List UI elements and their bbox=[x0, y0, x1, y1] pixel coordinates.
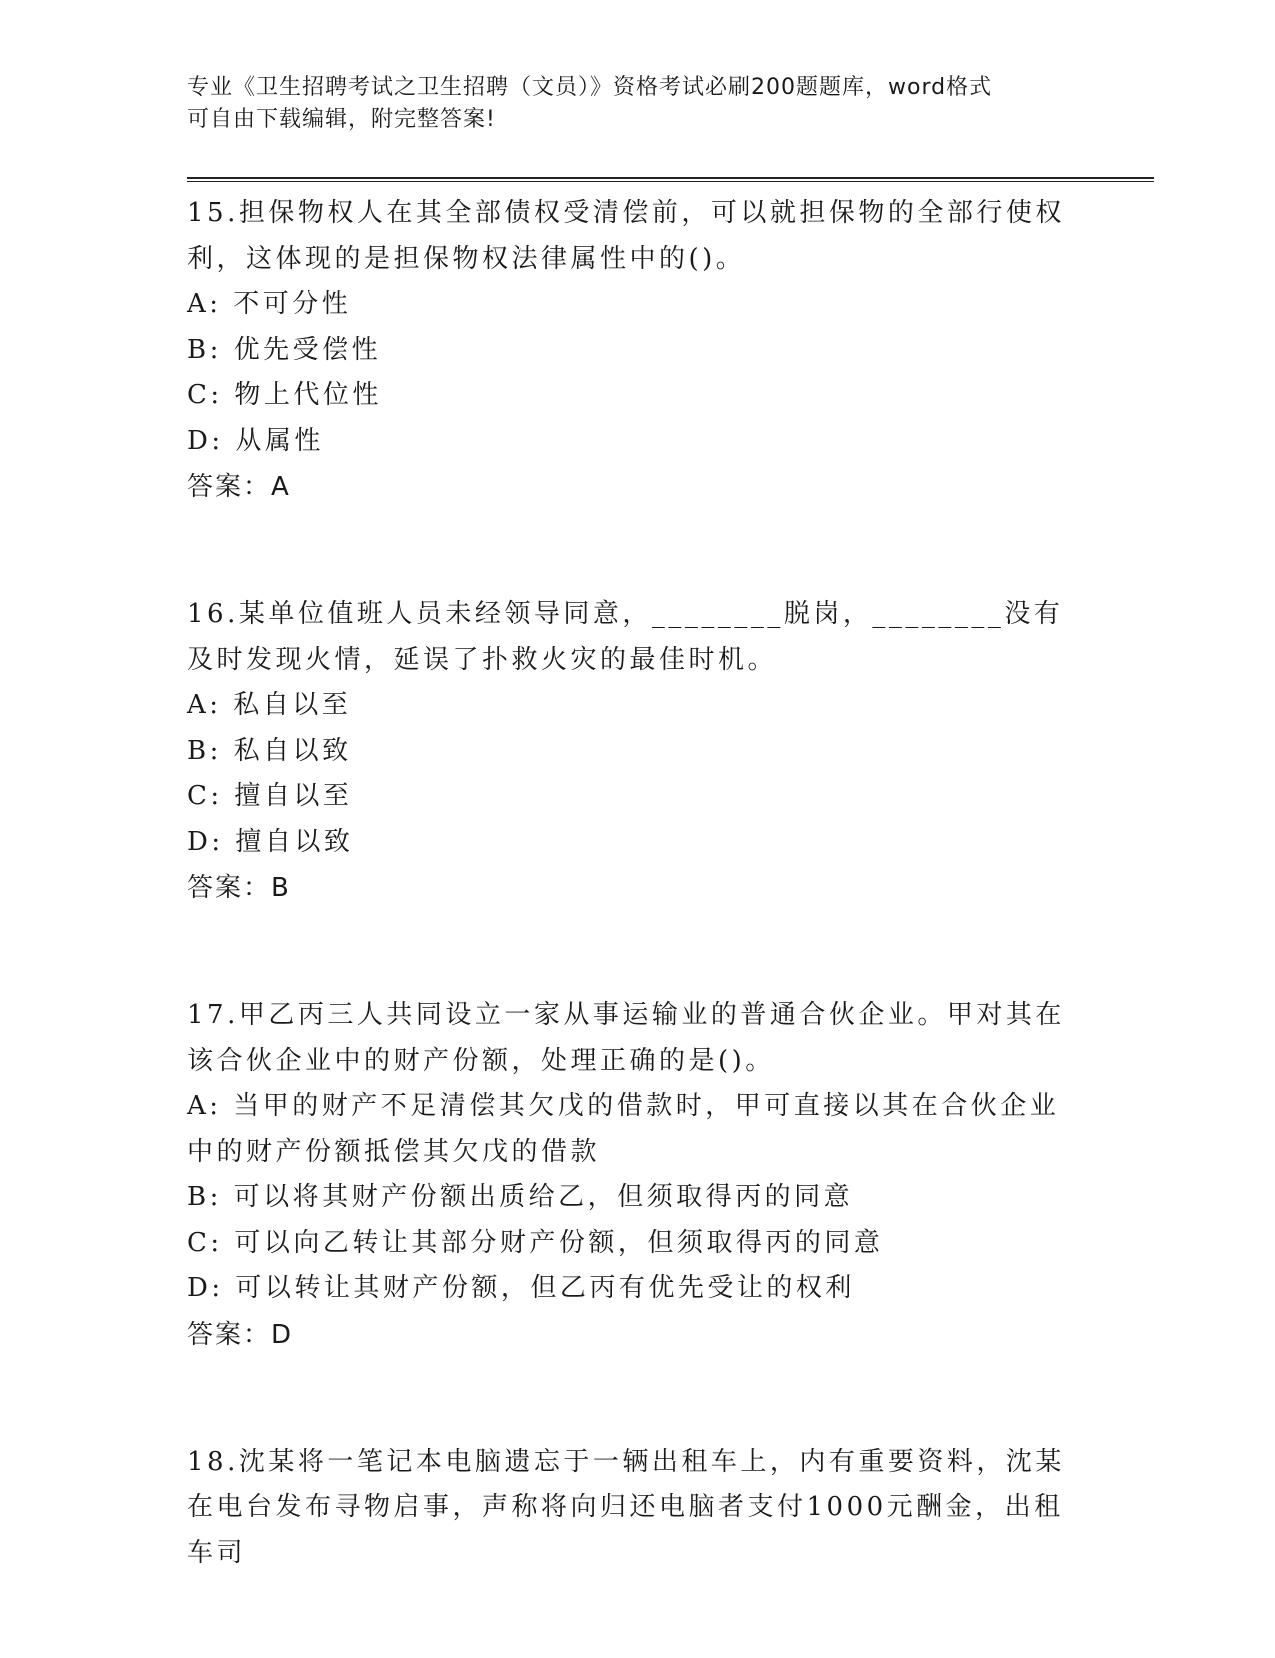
option-c: C: 物上代位性 bbox=[187, 380, 382, 410]
option-a: A: 当甲的财产不足清偿其欠戊的借款时，甲可直接以其在合伙企业中的财产份额抵偿其欠戊的借款 bbox=[187, 1091, 1060, 1167]
question-stem: 15.担保物权人在其全部债权受清偿前，可以就担保物的全部行使权利，这体现的是担保物权法律属性中的()。 bbox=[187, 198, 1065, 274]
answer-line: 答案：B bbox=[187, 873, 291, 903]
option-b: B: 优先受偿性 bbox=[187, 334, 382, 365]
option-d: D: 可以转让其财产份额，但乙丙有优先受让的权利 bbox=[187, 1273, 855, 1303]
question-list bbox=[187, 191, 1087, 1658]
option-d: D: 擅自以致 bbox=[187, 826, 354, 857]
question-stem: 17.甲乙丙三人共同设立一家从事运输业的普通合伙企业。甲对其在该合伙企业中的财产份额，处理正确的是()。 bbox=[187, 1000, 1065, 1076]
answer-line: 答案：A bbox=[187, 472, 291, 502]
question-stem: 18.沈某将一笔记本电脑遗忘于一辆出租车上，内有重要资料，沈某在电台发布寻物启事，声称将向归还电脑者支付1000元酬金，出租车司 bbox=[187, 1446, 1065, 1568]
option-d: D: 从属性 bbox=[187, 425, 324, 456]
question-17 bbox=[187, 993, 1087, 1358]
header-divider bbox=[187, 177, 1154, 182]
option-b: B: 可以将其财产份额出质给乙，但须取得丙的同意 bbox=[187, 1182, 854, 1212]
option-c: C: 可以向乙转让其部分财产份额，但须取得丙的同意 bbox=[187, 1227, 884, 1258]
question-16 bbox=[187, 592, 1087, 911]
option-b: B: 私自以致 bbox=[187, 735, 352, 766]
header-title-line-1: 专业《卫生招聘考试之卫生招聘（文员）》资格考试必刷200题题库，word格式 bbox=[187, 75, 993, 100]
header-title-line-2: 可自由下载编辑，附完整答案! bbox=[187, 107, 496, 132]
question-18 bbox=[187, 1440, 1087, 1577]
question-stem: 16.某单位值班人员未经领导同意，________脱岗，________没有及时发现火情，延误了扑救火灾的最佳时机。 bbox=[187, 599, 1064, 675]
option-a: A: 不可分性 bbox=[187, 289, 352, 319]
question-15 bbox=[187, 191, 1087, 510]
option-c: C: 擅自以至 bbox=[187, 781, 353, 811]
option-a: A: 私自以至 bbox=[187, 690, 352, 720]
document-header bbox=[187, 72, 1067, 136]
answer-line: 答案：D bbox=[187, 1319, 294, 1350]
